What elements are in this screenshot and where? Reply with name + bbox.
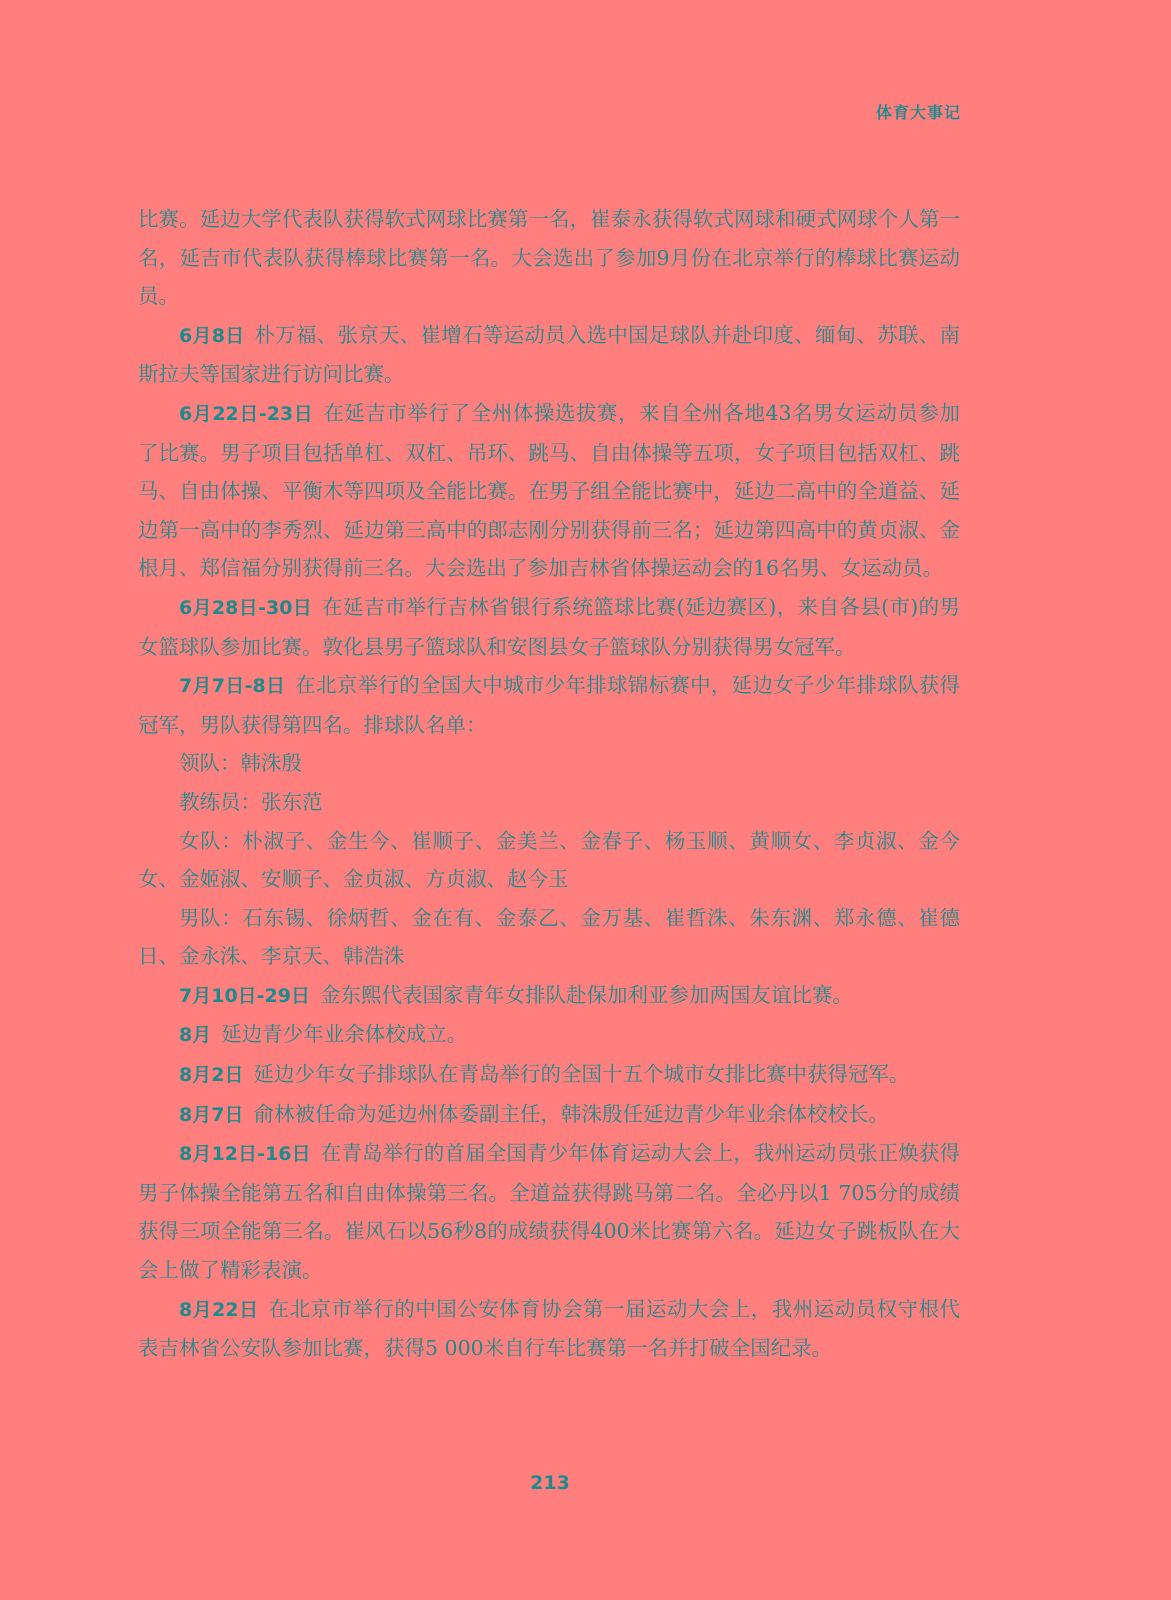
paragraph-text: 比赛。延边大学代表队获得软式网球比赛第一名，崔泰永获得软式网球和硬式网球个人第一名，延吉市代表队获得棒球比赛第一名。大会选出了参加9月份在北京举行的棒球比赛运动员。 [138, 207, 960, 309]
entry-text: 延边少年女子排球队在青岛举行的全国十五个城市女排比赛中获得冠军。 [253, 1062, 910, 1087]
entry-text: 金东熙代表国家青年女排队赴保加利亚参加两国友谊比赛。 [320, 982, 853, 1007]
entry-paragraph [138, 1095, 960, 1135]
team-leader-text: 领队：韩洙殷 [179, 751, 302, 776]
entry-text: 延边青少年业余体校成立。 [221, 1022, 468, 1047]
entry-text: 在延吉市举行吉林省银行系统篮球比赛(延边赛区)，来自各县(市)的男女篮球队参加比赛。敦化县男子篮球队和安图县女子篮球队分别获得男女冠军。 [138, 594, 960, 659]
entry-date: 7月10日-29日 [179, 984, 310, 1007]
entry-text: 在北京举行的全国大中城市少年排球锦标赛中，延边女子少年排球队获得冠军，男队获得第四名。排球队名单： [138, 673, 961, 737]
entry-text: 在北京市举行的中国公安体育协会第一届运动大会上，我州运动员权守根代表吉林省公安队参加比赛，获得5 000米自行车比赛第一名并打破全国纪录。 [138, 1296, 960, 1361]
entry-date: 6月22日-23日 [179, 402, 314, 425]
entry-paragraph [138, 1055, 960, 1095]
entry-date: 8月12日-16日 [179, 1143, 311, 1166]
entry-paragraph [138, 394, 960, 588]
entry-date: 7月7日-8日 [179, 675, 286, 698]
entry-paragraph [138, 1134, 960, 1289]
entry-paragraph [138, 588, 960, 666]
entry-paragraph [138, 1015, 960, 1055]
entry-date: 8月22日 [179, 1298, 259, 1321]
entry-text: 朴万福、张京天、崔增石等运动员入选中国足球队并赴印度、缅甸、苏联、南斯拉夫等国家进行访问比赛。 [138, 322, 960, 387]
entry-date: 8月 [179, 1024, 212, 1047]
body-text [138, 200, 960, 1368]
entry-paragraph [138, 316, 960, 394]
entry-paragraph [138, 666, 960, 744]
entry-paragraph [138, 1290, 960, 1368]
page-number: 213 [530, 1472, 570, 1494]
men-team-roster [138, 899, 960, 976]
entry-date: 6月8日 [179, 324, 245, 347]
women-team-text: 女队：朴淑子、金生今、崔顺子、金美兰、金春子、杨玉顺、黄顺女、李贞淑、金今女、金姬淑、安顺子、金贞淑、方贞淑、赵今玉 [138, 828, 960, 892]
men-team-text: 男队：石东锡、徐炳哲、金在有、金泰乙、金万基、崔哲洙、朱东渊、郑永德、崔德日、金永洙、李京天、韩浩洙 [138, 905, 960, 969]
team-leader-line [138, 744, 960, 783]
team-coach-line [138, 783, 960, 822]
paragraph-continued [138, 200, 960, 316]
team-coach-text: 教练员：张东范 [179, 789, 323, 814]
entry-date: 6月28日-30日 [179, 596, 313, 619]
running-header-title: 体育大事记 [875, 103, 961, 122]
entry-text: 在延吉市举行了全州体操选拔赛，来自全州各地43名男女运动员参加了比赛。男子项目包括单杠、双杠、吊环、跳马、自由体操等五项，女子项目包括双杠、跳马、自由体操、平衡木等四项及全能比赛。在男子组全能比赛中，延边二高中的全道益、延边第一高中的李秀烈、延边第三高中的郎志刚分别获得前三名；延边第四高中的黄贞淑、金根月、郑信福分别获得前三名。大会选出了参加吉林省体操运动会的16名男、女运动员。 [138, 400, 960, 581]
entry-paragraph [138, 976, 960, 1016]
entry-text: 俞林被任命为延边州体委副主任，韩洙殷任延边青少年业余体校校长。 [253, 1101, 889, 1126]
entry-text: 在青岛举行的首届全国青少年体育运动大会上，我州运动员张正焕获得男子体操全能第五名和自由体操第三名。全道益获得跳马第二名。全必丹以1 705分的成绩获得三项全能第三名。崔风石以56秒8的成绩获得400米比赛第六名。延边女子跳板队在大会上做了精彩表演。 [138, 1141, 960, 1283]
women-team-roster [138, 822, 960, 899]
entry-date: 8月2日 [179, 1064, 244, 1087]
entry-date: 8月7日 [179, 1103, 244, 1126]
